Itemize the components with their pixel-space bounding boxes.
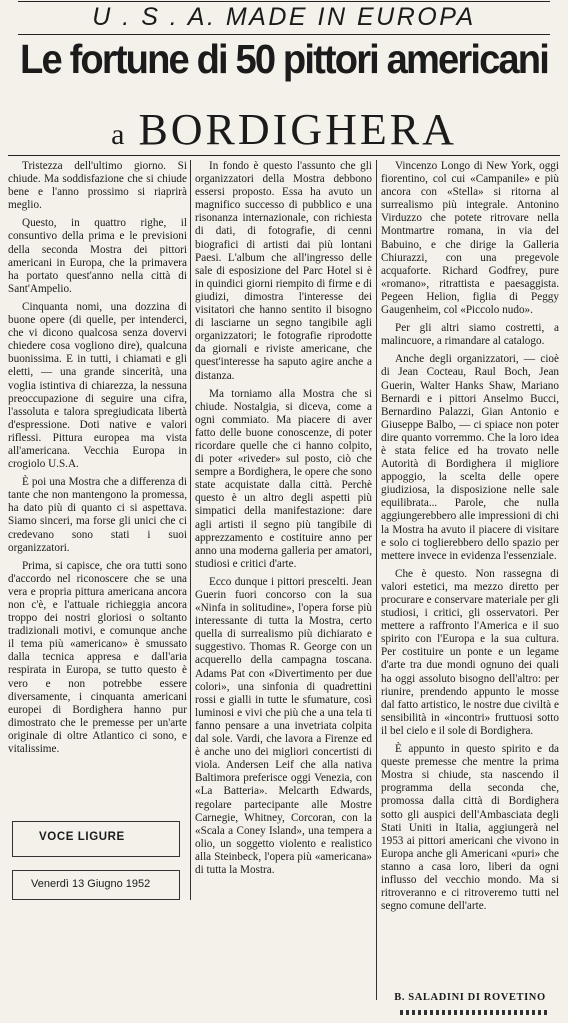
top-rule [18, 1, 550, 2]
paragraph: Questo, in quattro righe, il consuntivo della prima e le previsioni della seconda Mostra dei pittori americani in Europa, che la primavera ha portato quest'anno nella città di Sant'Ampelio. [8, 217, 187, 295]
paragraph: È poi una Mostra che a differenza di tante che non mantengono la promessa, ha dato più di quanto ci si aspettava. Siamo sinceri, ma forse gli unici che ci credevano sono stati i suoi organizzatori. [8, 476, 187, 554]
paragraph: Cinquanta nomi, una dozzina di buone opere (di quelle, per intenderci, che vi dicono qualcosa senza dovervi chiedere cosa vogliono dire), qualcuna buonissima. E in tutti, i chiamati e gli eletti, — una grande sincerità, una voglia istintiva di chiarezza, la nessuna preoccupazione di seguire una cifra, l'assoluta e talora spregiudicata libertà d'espressione. Doti native e valori riflessi. Pittura europea ma vista all'americana. Vecchia Europa in crogiolo U.S.A. [8, 300, 187, 471]
paragraph: In fondo è questo l'assunto che gli organizzatori della Mostra debbono essersi proposto. Essa ha avuto un magnifico successo di pubblico e una risonanza internazionale, con richiesta di dati, di fotografie, di cenni biografici di artisti dai più lontani Paesi. L'album che all'ingresso delle sale di esposizione del Parc Hotel si è in quindici giorni riempito di firme e di giudizi, dimostra l'interesse dei visitatori che hanno sentito il bisogno di lasciarne un segno tangibile agli organizzatori; le fotografie riprodotte da giornali e riviste americane, che quest'interesse ha saputo agire anche a distanza. [195, 160, 372, 382]
headline: Le fortune di 50 pittori americani [20, 36, 548, 82]
paragraph: Che è questo. Non rassegna di valori estetici, ma mezzo diretto per procurare e conservare materiale per gli studiosi, i critici, gli osservatori. Per mettere a raffronto l'America e il suo spirito con l'Europa e la sua cultura. Per costituire un ponte e un legame d'arte tra due mondi ognuno dei quali ha oggi assoluto bisogno dell'altro: per riunire, prendendo appunto le mosse dal fatto artistico, le nostre due civiltà e sensibilità in «incontri» fruttuosi sotto il bel cielo e il sole di Bordighera. [381, 567, 559, 737]
subline-prefix: a [111, 118, 125, 151]
subline [0, 104, 568, 155]
paragraph: Vincenzo Longo di New York, oggi fiorentino, col cui «Campanile» e più ancora con «Stella» si ritorna al surrealismo più integrale. Antonino Virduzzo che potete ritrovare nella Montmartre romana, in via del Babuino, e che dirige la Galleria Chiurazzi, con una pregevole acquaforte. Richard Godfrey, pure «romano», ritrattista e paesaggista. Pegeen Helion, figlia di Peggy Gaugenheim, col «Piccolo nudo». [381, 160, 559, 317]
subline-place: BORDIGHERA [138, 105, 457, 154]
author-signature: B. SALADINI DI ROVETINO [394, 992, 546, 1003]
newspaper-masthead-box [12, 821, 180, 857]
date-box [12, 870, 180, 900]
header-rule [8, 155, 560, 156]
column-divider-2 [376, 160, 377, 1000]
article-column-2 [195, 160, 372, 882]
paragraph: Ecco dunque i pittori prescelti. Jean Guerin fuori concorso con la sua «Ninfa in solitudine», l'opera forse più interessante di tutta la Mostra, certo quella di surrealismo più dichiarato e suggestivo. Thomas R. George con un acquerello della campagna toscana. Adams Pat con «Divertimento per due colori», una sinfonia di quadrettini rossi e gialli in tutte le sfumature, così luminosi e vivi che più che a una tela ti fanno pensare a una invetriata colpita dal sole. Vardi, che lavora a Firenze ed è anche uno dei migliori concertisti di viola. Andersen Leif che alla nativa Baltimora preferisce oggi Venezia, con «La Batteria». Melcarth Edwards, regolare partecipante alle Mostre Carnegie, Whitney, Corcoran, con la «Scala a Coney Island», una tempera a olio, un soggetto violento e realistico alla Steinbeck, l'opera più «americana» di tutta la Mostra. [195, 575, 372, 876]
paragraph: Per gli altri siamo costretti, a malincuore, a rimandare al catalogo. [381, 322, 559, 348]
kicker: U . S . A. MADE IN EUROPA [92, 3, 476, 31]
paragraph: Ma torniamo alla Mostra che si chiude. Nostalgia, si diceva, come a ogni commiato. Ma piacere di aver fatto delle buone conoscenze, di poter ricordare quelle che ci hanno colpito, di poter «riveder» sul posto, ciò che sempre a Bordighera, le opere che sono state acquistate dalla città. Perchè questo è un altro degli aspetti più simpatici della manifestazione: dare agli artisti il segno più tangibile di apprezzamento e costituire anno per anno una moderna galleria per amatori, studiosi e critici d'arte. [195, 387, 372, 570]
paragraph: Anche degli organizzatori, — cioè di Jean Cocteau, Raul Boch, Jean Guerin, Walter Hanks Shaw, Mariano Bernardi e i pittori Anselmo Bucci, Bernardino Palazzi, Gian Antonio e Giuseppe Balbo, — ci spiace non poter dire quanto vorremmo. Che la loro idea è stata felice ed ha trovato nelle Autorità di Bordighera il migliore appoggio, la scelta delle opere giudiziosa, la disposizione nelle sale equilibrata... Parole, che nulla aggiungerebbero alle impressioni di chi la Mostra ha avuto il piacere di visitare e solo ci toglierebbero dello spazio per mettere invece in evidenza l'essenziale. [381, 353, 559, 562]
publication-date: Venerdì 13 Giugno 1952 [31, 878, 151, 890]
column-divider-1 [190, 160, 191, 900]
article-column-3 [381, 160, 559, 918]
paragraph: È appunto in questo spirito e da queste premesse che mentre la prima Mostra si chiude, sta nascendo il programma della seconda che, promossa dalla città di Bordighera sotto gli auspici dell'Ambasciata degli Stati Uniti in Italia, aggiungerà nel 1953 ai pittori americani che vivono in Europa anche gli Americani «puri» che stanno a casa loro, liberi da ogni influsso del vecchio mondo. Ma si ritroveranno e ci ritroveremo tutti nel segno comune dell'arte. [381, 743, 559, 913]
article-column-1 [8, 160, 187, 761]
kicker-rule [18, 34, 550, 35]
paragraph: Tristezza dell'ultimo giorno. Si chiude. Ma soddisfazione che si chiude bene e l'anno prossimo si riaprirà meglio. [8, 160, 187, 212]
newspaper-name: VOCE LIGURE [39, 831, 125, 843]
bottom-ornament [400, 1010, 550, 1015]
paragraph: Prima, si capisce, che ora tutti sono d'accordo nel riconoscere che se una vera e propria pittura americana ancora non c'è, e l'attuale richieggia ancora troppo dei nostri gloriosi o soltanto tradizionali motivi, e comunque anche il tema più «americano» è smussato dalla tecnica appresa e dall'aria respirata in Europa, se tutto questo è vero e non potrebbe essere diversamente, i cinquanta americani europei di Bordighera hanno pur dimostrato che le premesse per un'arte originale di oltre Atlantico ci sono, e vitalissime. [8, 559, 187, 756]
